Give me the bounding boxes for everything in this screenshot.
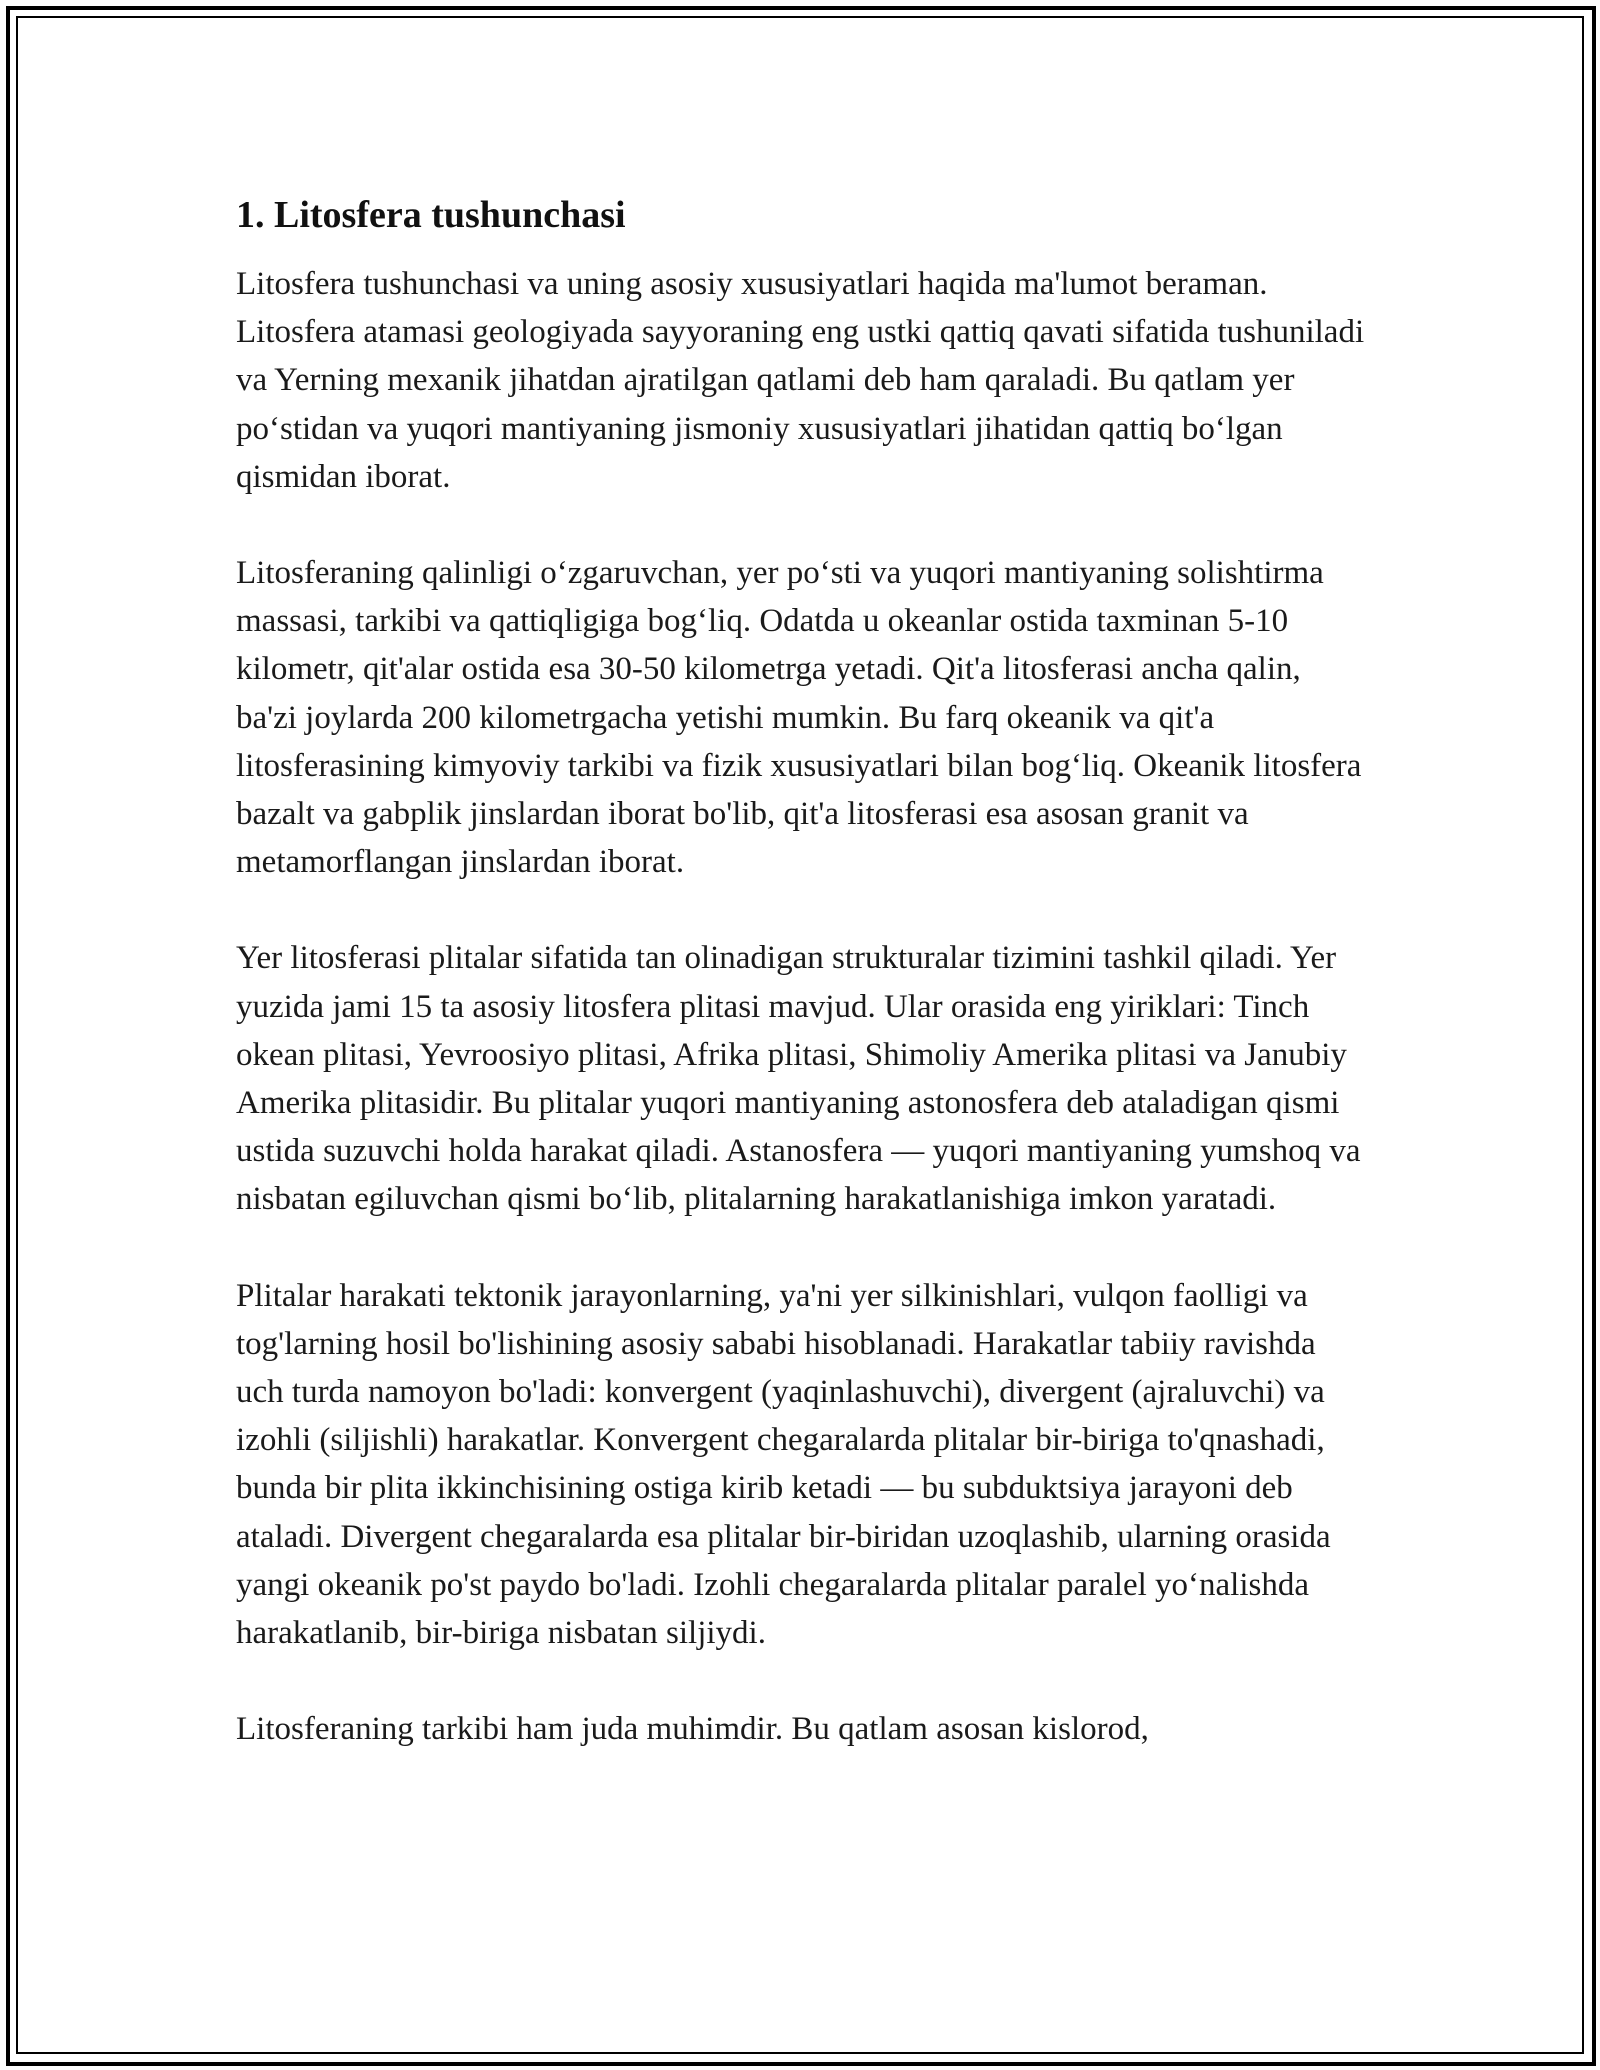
paragraph-2: Litosferaning qalinligi o‘zgaruvchan, yer po‘sti va yuqori mantiyaning solishtirma massasi, tarkibi va qattiqligiga bog‘liq. Odatda u okeanlar ostida taxminan 5-10 kilometr, qit'alar ostida esa 30-50 kilometrga yetadi. Qit'a litosferasi ancha qalin, ba'zi joylarda 200 kilometrgacha yetishi mumkin. Bu farq okeanik va qit'a litosferasining kimyoviy tarkibi va fizik xususiyatlari bilan bog‘liq. Okeanik litosfera bazalt va gabplik jinslardan iborat bo'lib, qit'a litosferasi esa asosan granit va metamorflangan jinslardan iborat. [236,555,1362,881]
paragraph-4: Plitalar harakati tektonik jarayonlarning, ya'ni yer silkinishlari, vulqon faolligi va tog'larning hosil bo'lishining asosiy sababi hisoblanadi. Harakatlar tabiiy ravishda uch turda namoyon bo'ladi: konvergent (yaqinlashuvchi), divergent (ajraluvchi) va izohli (siljishli) harakatlar. Konvergent chegaralarda plitalar bir-biriga to'qnashadi, bunda bir plita ikkinchisining ostiga kirib ketadi — bu subduktsiya jarayoni deb ataladi. Divergent chegaralarda esa plitalar bir-biridan uzoqlashib, ularning orasida yangi okeanik po'st paydo bo'ladi. Izohli chegaralarda plitalar paralel yo‘nalishda harakatlanib, bir-biriga nisbatan siljiydi. [236,1277,1331,1652]
paragraph-5: Litosferaning tarkibi ham juda muhimdir. Bu qatlam asosan kislorod, [236,1711,1149,1748]
document-body [236,190,1366,1801]
paragraph-list [236,260,1366,1753]
section-heading: 1. Litosfera tushunchasi [236,194,626,236]
paragraph-1: Litosfera tushunchasi va uning asosiy xususiyatlari haqida ma'lumot beraman. Litosfera atamasi geologiyada sayyoraning eng ustki qattiq qavati sifatida tushuniladi va Yerning mexanik jihatdan ajratilgan qatlami deb ham qaraladi. Bu qatlam yer po‘stidan va yuqori mantiyaning jismoniy xususiyatlari jihatidan qattiq bo‘lgan qismidan iborat. [236,266,1365,495]
paragraph-3: Yer litosferasi plitalar sifatida tan olinadigan strukturalar tizimini tashkil qiladi. Yer yuzida jami 15 ta asosiy litosfera plitasi mavjud. Ular orasida eng yiriklari: Tinch okean plitasi, Yevroosiyo plitasi, Afrika plitasi, Shimoliy Amerika plitasi va Janubiy Amerika plitasidir. Bu plitalar yuqori mantiyaning astonosfera deb ataladigan qismi ustida suzuvchi holda harakat qiladi. Astanosfera — yuqori mantiyaning yumshoq va nisbatan egiluvchan qismi bo‘lib, plitalarning harakatlanishiga imkon yaratadi. [236,940,1361,1218]
